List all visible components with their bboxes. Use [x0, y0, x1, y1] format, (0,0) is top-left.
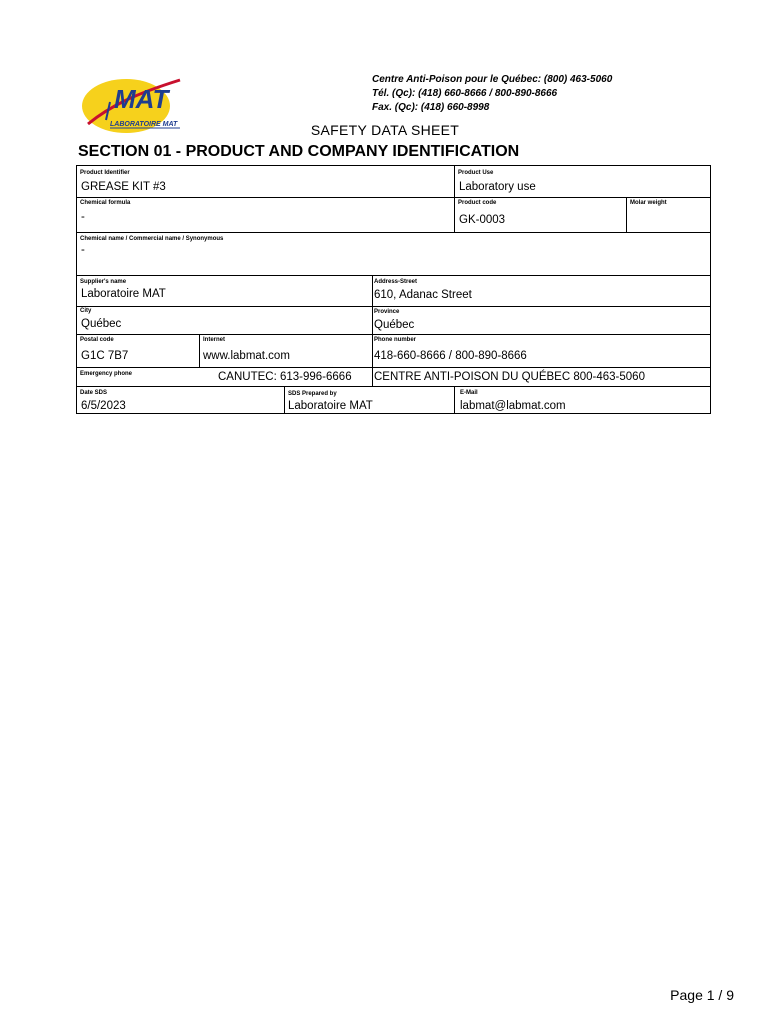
label-product-use: Product Use — [458, 170, 494, 176]
logo-subtitle: LABORATOIRE MAT — [110, 121, 178, 128]
label-chemical-formula: Chemical formula — [80, 200, 131, 206]
label-email: E-Mail — [460, 390, 478, 396]
label-emergency-phone: Emergency phone — [80, 371, 133, 377]
value-product-identifier: GREASE KIT #3 — [81, 181, 166, 193]
value-postal-code: G1C 7B7 — [81, 350, 129, 362]
document-title: SAFETY DATA SHEET — [310, 122, 460, 138]
label-postal-code: Postal code — [80, 337, 114, 343]
value-sds-prepared-by: Laboratoire MAT — [288, 400, 373, 412]
contact-line-phone: Tél. (Qc): (418) 660-8666 / 800-890-8666 — [372, 88, 558, 99]
value-chemical-name: - — [81, 244, 85, 256]
value-province: Québec — [374, 319, 415, 331]
identification-table — [76, 165, 711, 414]
label-province: Province — [374, 309, 400, 315]
label-sds-prepared-by: SDS Prepared by — [288, 391, 337, 397]
value-emergency-poison-centre: CENTRE ANTI-POISON DU QUÉBEC 800-463-5060 — [374, 371, 645, 383]
label-date-sds: Date SDS — [80, 390, 108, 396]
value-emergency-canutec: CANUTEC: 613-996-6666 — [218, 371, 352, 383]
contact-line-poison-centre: Centre Anti-Poison pour le Québec: (800) 463-5060 — [372, 74, 613, 85]
page-number: Page 1 / 9 — [670, 987, 734, 1003]
label-city: City — [80, 308, 92, 314]
label-chemical-name: Chemical name / Commercial name / Synonymous — [80, 236, 224, 242]
label-product-identifier: Product Identifier — [80, 170, 130, 176]
value-email: labmat@labmat.com — [460, 400, 566, 412]
value-city: Québec — [81, 318, 122, 330]
value-internet: www.labmat.com — [203, 350, 290, 362]
section-title: SECTION 01 - PRODUCT AND COMPANY IDENTIFICATION — [78, 143, 520, 160]
label-phone-number: Phone number — [374, 337, 417, 343]
value-phone-number: 418-660-8666 / 800-890-8666 — [374, 350, 527, 362]
label-internet: Internet — [203, 337, 226, 343]
logo-wordmark: MAT — [114, 84, 169, 114]
value-date-sds: 6/5/2023 — [81, 400, 126, 412]
label-address-street: Address-Street — [374, 279, 418, 285]
value-address-street: 610, Adanac Street — [374, 289, 472, 301]
value-supplier-name: Laboratoire MAT — [81, 288, 166, 300]
label-supplier-name: Supplier's name — [80, 279, 127, 285]
contact-line-fax: Fax. (Qc): (418) 660-8998 — [372, 102, 490, 113]
value-product-use: Laboratory use — [459, 181, 536, 193]
value-chemical-formula: - — [81, 211, 85, 223]
value-product-code: GK-0003 — [459, 214, 506, 226]
label-product-code: Product code — [458, 200, 497, 206]
label-molar-weight: Molar weight — [630, 200, 667, 206]
